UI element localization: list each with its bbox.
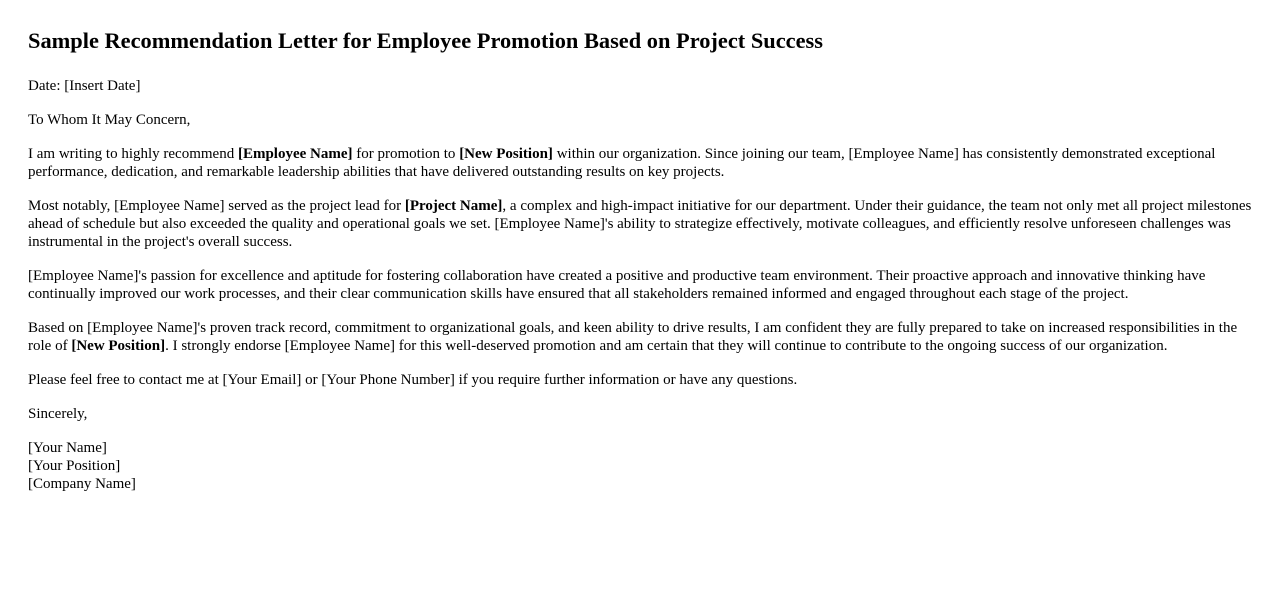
paragraph-intro [28,145,1254,181]
page-title: Sample Recommendation Letter for Employee Promotion Based on Project Success [28,28,823,53]
salutation: To Whom It May Concern, [28,112,191,128]
signature-company: [Company Name] [28,476,136,492]
paragraph-project-text-1: Most notably, [Employee Name] served as the project lead for [28,198,405,214]
signature-block [28,439,1254,493]
new-position-placeholder: [New Position] [459,146,553,162]
paragraph-project [28,197,1254,251]
paragraph-project-text-2: , a complex and high-impact initiative for our department. Under their guidance, the team not only met all project milestones ahead of schedule but also exceeded the quality and operational goals we set. [Employee Name]'s ability to strategize effectively, motivate colleagues, and efficiently resolve unforeseen challenges was instrumental in the project's overall success. [28,198,1252,250]
paragraph-intro-text-1: I am writing to highly recommend [28,146,238,162]
paragraph-intro-text-2: for promotion to [352,146,460,162]
project-name-placeholder: [Project Name] [404,198,503,214]
signature-name: [Your Name] [28,440,107,456]
contact-line: Please feel free to contact me at [Your Email] or [Your Phone Number] if you require further information or have any questions. [28,372,798,388]
paragraph-endorsement [28,319,1254,355]
date-line: Date: [Insert Date] [28,78,141,94]
signature-position: [Your Position] [28,458,121,474]
paragraph-intro-text-3: within our organization. Since joining our team, [Employee Name] has consistently demonstrated exceptional performance, dedication, and remarkable leadership abilities that have delivered outstanding results on key projects. [28,146,1216,180]
new-position-placeholder-2: [New Position] [71,338,166,354]
employee-name-placeholder: [Employee Name] [237,146,353,162]
paragraph-endorsement-text-2: . I strongly endorse [Employee Name] for this well-deserved promotion and am certain that they will continue to contribute to the ongoing success of our organization. [165,338,1168,354]
paragraph-endorsement-text-1: Based on [Employee Name]'s proven track record, commitment to organizational goals, and keen ability to drive results, I am confident they are fully prepared to take on increased responsibilities in the role of [28,320,1238,354]
paragraph-collaboration: [Employee Name]'s passion for excellence and aptitude for fostering collaboration have created a positive and productive team environment. Their proactive approach and innovative thinking have continually improved our work processes, and their clear communication skills have ensured that all stakeholders remained informed and engaged throughout each stage of the project. [28,268,1206,302]
closing: Sincerely, [28,406,88,422]
